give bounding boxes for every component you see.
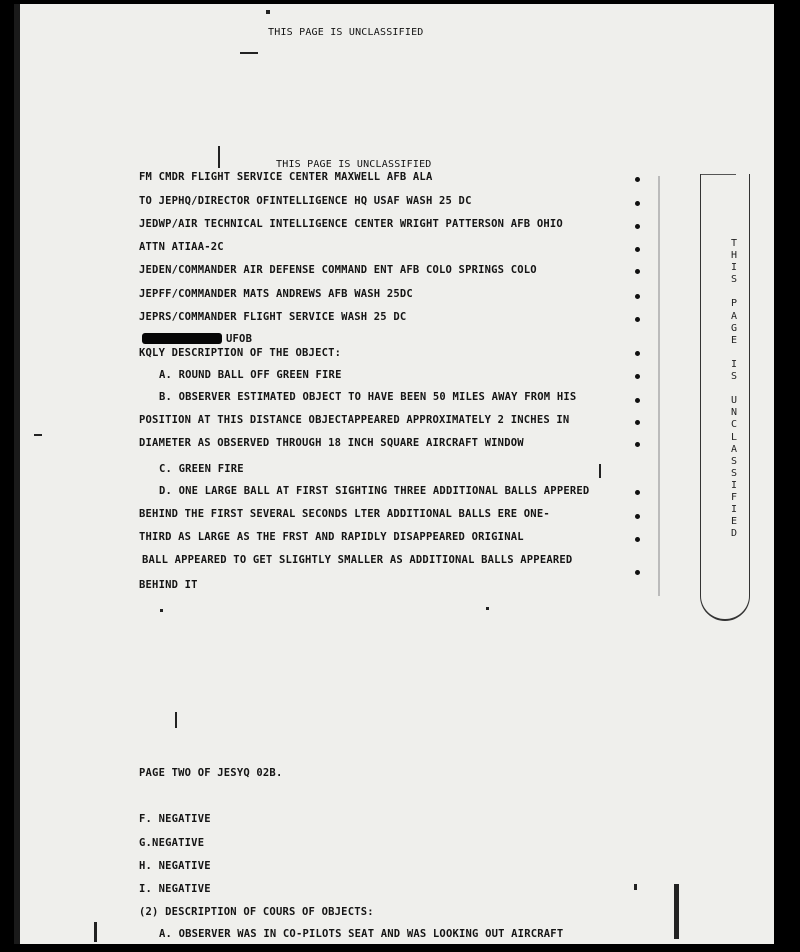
body-line: A. OBSERVER WAS IN CO-PILOTS SEAT AND WAS LOOKING OUT AIRCRAFT — [159, 928, 564, 940]
scan-speck — [486, 607, 489, 610]
from-line: FM CMDR FLIGHT SERVICE CENTER MAXWELL AFB ALA — [139, 171, 433, 183]
scan-dot — [635, 420, 640, 425]
scan-dot — [635, 224, 640, 229]
scan-dot — [635, 177, 640, 182]
body-line: C. GREEN FIRE — [159, 463, 244, 475]
vertical-classification-stamp: T H I S P A G E I S U N C L A S S I F I E D — [730, 238, 738, 540]
top-classification-header: THIS PAGE IS UNCLASSIFIED — [268, 27, 424, 38]
scan-dot — [635, 294, 640, 299]
scan-speck — [634, 884, 637, 890]
scan-dot — [635, 398, 640, 403]
body-line: POSITION AT THIS DISTANCE OBJECTAPPEARED APPROXIMATELY 2 INCHES IN — [139, 414, 570, 426]
scan-mark — [94, 922, 97, 942]
scan-dot — [635, 351, 640, 356]
scan-dot — [635, 374, 640, 379]
body-line: F. NEGATIVE — [139, 813, 211, 825]
body-line: BEHIND THE FIRST SEVERAL SECONDS LTER ADDITIONAL BALLS ERE ONE- — [139, 508, 550, 520]
scan-line — [658, 176, 660, 596]
stamp-bracket — [700, 174, 750, 621]
scan-edge — [14, 4, 20, 944]
page-two-header: PAGE TWO OF JESYQ 02B. — [139, 767, 283, 779]
scan-mark — [175, 712, 177, 728]
document-page — [14, 4, 774, 944]
scan-dot — [635, 514, 640, 519]
redaction-block — [142, 333, 222, 344]
scan-speck — [160, 609, 163, 612]
scan-dot — [635, 570, 640, 575]
body-line: THIRD AS LARGE AS THE FRST AND RAPIDLY DISAPPEARED ORIGINAL — [139, 531, 524, 543]
to-line: TO JEPHQ/DIRECTOR OFINTELLIGENCE HQ USAF WASH 25 DC — [139, 195, 472, 207]
recipient-line: JEDWP/AIR TECHNICAL INTELLIGENCE CENTER WRIGHT PATTERSON AFB OHIO — [139, 218, 563, 230]
body-line: D. ONE LARGE BALL AT FIRST SIGHTING THREE ADDITIONAL BALLS APPERED — [159, 485, 590, 497]
scan-dot — [635, 201, 640, 206]
body-line: BALL APPEARED TO GET SLIGHTLY SMALLER AS ADDITIONAL BALLS APPEARED — [142, 554, 573, 566]
ufob-label: UFOB — [226, 333, 253, 345]
scan-mark — [674, 884, 679, 939]
body-line: B. OBSERVER ESTIMATED OBJECT TO HAVE BEEN 50 MILES AWAY FROM HIS — [159, 391, 577, 403]
section-heading: KQLY DESCRIPTION OF THE OBJECT: — [139, 347, 342, 359]
body-line: H. NEGATIVE — [139, 860, 211, 872]
body-line: I. NEGATIVE — [139, 883, 211, 895]
scan-speck — [34, 434, 42, 436]
body-line: G.NEGATIVE — [139, 837, 205, 849]
attn-line: ATTN ATIAA-2C — [139, 241, 224, 253]
scan-speck — [266, 10, 270, 14]
scan-dot — [635, 442, 640, 447]
scan-speck — [240, 52, 258, 54]
scan-dot — [635, 537, 640, 542]
scan-mark — [218, 146, 220, 168]
body-line: DIAMETER AS OBSERVED THROUGH 18 INCH SQUARE AIRCRAFT WINDOW — [139, 437, 524, 449]
scan-dot — [635, 317, 640, 322]
body-line: A. ROUND BALL OFF GREEN FIRE — [159, 369, 342, 381]
inner-classification-header: THIS PAGE IS UNCLASSIFIED — [276, 159, 432, 170]
recipient-line: JEDEN/COMMANDER AIR DEFENSE COMMAND ENT AFB COLO SPRINGS COLO — [139, 264, 537, 276]
body-line: BEHIND IT — [139, 579, 198, 591]
scan-dot — [635, 247, 640, 252]
scan-dot — [635, 269, 640, 274]
recipient-line: JEPRS/COMMANDER FLIGHT SERVICE WASH 25 DC — [139, 311, 407, 323]
scan-dot — [635, 490, 640, 495]
scan-mark — [599, 464, 601, 478]
body-line: (2) DESCRIPTION OF COURS OF OBJECTS: — [139, 906, 374, 918]
recipient-line: JEPFF/COMMANDER MATS ANDREWS AFB WASH 25DC — [139, 288, 413, 300]
